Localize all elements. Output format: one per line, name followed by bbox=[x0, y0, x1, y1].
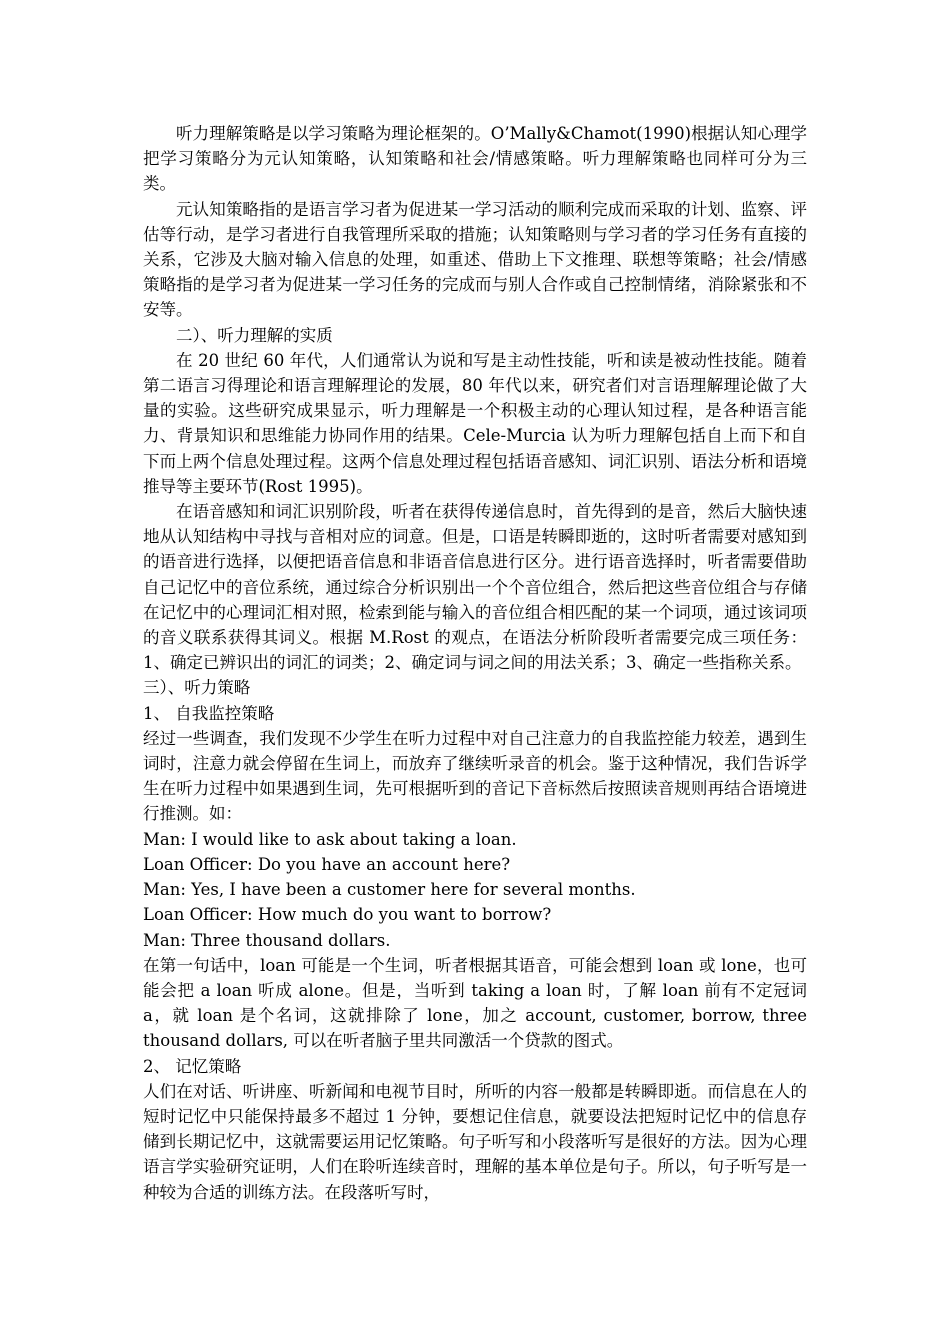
paragraph-metacognitive: 元认知策略指的是语言学习者为促进某一学习活动的顺利完成而采取的计划、监察、评估等行动，是学习者进行自我管理所采取的措施；认知策略则与学习者的学习任务有直接的关系，它涉及大脑对输入信息的处理，如重述、借助上下文推理、联想等策略；社会/情感策略指的是学习者为促进某一学习任务的完成而与别人合作或自己控制情绪，消除紧张和不安等。 bbox=[143, 199, 807, 320]
paragraph-nature: 在 20 世纪 60 年代，人们通常认为说和写是主动性技能，听和读是被动性技能。随着第二语言习得理论和语言理解理论的发展，80 年代以来，研究者们对言语理解理论做了大量的实验。这些研究成果显示，听力理解是一个积极主动的心理认知过程，是各种语言能力、背景知识和思维能力协同作用的结果。Cele-Murcia 认为听力理解包括自上而下和自下而上两个信息处理过程。这两个信息处理过程包括语音感知、词汇识别、语法分析和语境推导等主要环节(Rost 1995)。 bbox=[143, 350, 807, 496]
paragraph-phonetic: 在语音感知和词汇识别阶段，听者在获得传递信息时，首先得到的是音，然后大脑快速地从认知结构中寻找与音相对应的词意。但是，口语是转瞬即逝的，这时听者需要对感知到的语音进行选择，以便把语音信息和非语音信息进行区分。进行语音选择时，听者需要借助自己记忆中的音位系统，通过综合分析识别出一个个音位组合，然后把这些音位组合与存储在记忆中的心理词汇相对照，检索到能与输入的音位组合相匹配的某一个词项，通过该词项的音义联系获得其词义。根据 M.Rost 的观点，在语法分析阶段听者需要完成三项任务：1、确定已辨识出的词汇的词类；2、确定词与词之间的用法关系；3、确定一些指称关系。 bbox=[143, 502, 807, 673]
dialogue-block bbox=[143, 827, 807, 953]
dialogue-line: Man: Three thousand dollars. bbox=[143, 930, 391, 950]
paragraph-loan-analysis: 在第一句话中，loan 可能是一个生词，听者根据其语音，可能会想到 loan 或 lone，也可能会把 a loan 听成 alone。但是，当听到 taking a loan 时，了解 loan 前有不定冠词 a，就 loan 是个名词，这就排除了 lone，加之 account, customer, borrow, three thousand dollars, 可以在听者脑子里共同激活一个贷款的图式。 bbox=[143, 955, 807, 1051]
subsection-heading-1: 1、 自我监控策略 bbox=[143, 703, 275, 723]
dialogue-line: Loan Officer: How much do you want to borrow? bbox=[143, 905, 552, 925]
section-heading-3: 三）、听力策略 bbox=[143, 678, 251, 698]
document-page bbox=[143, 121, 807, 1205]
paragraph-intro: 听力理解策略是以学习策略为理论框架的。O’Mally&Chamot(1990)根据认知心理学把学习策略分为元认知策略，认知策略和社会/情感策略。听力理解策略也同样可分为三类。 bbox=[143, 124, 807, 194]
section-heading-2: 二）、听力理解的实质 bbox=[176, 325, 333, 345]
dialogue-line: Man: I would like to ask about taking a loan. bbox=[143, 829, 517, 849]
paragraph-memory: 人们在对话、听讲座、听新闻和电视节目时，所听的内容一般都是转瞬即逝。而信息在人的短时记忆中只能保持最多不超过 1 分钟，要想记住信息，就要设法把短时记忆中的信息存储到长期记忆中，这就需要运用记忆策略。句子听写和小段落听写是很好的方法。因为心理语言学实验研究证明，人们在聆听连续音时，理解的基本单位是句子。所以，句子听写是一种较为合适的训练方法。在段落听写时， bbox=[143, 1081, 807, 1202]
subsection-heading-2: 2、 记忆策略 bbox=[143, 1056, 242, 1076]
dialogue-line: Loan Officer: Do you have an account here? bbox=[143, 854, 511, 874]
dialogue-line: Man: Yes, I have been a customer here for several months. bbox=[143, 880, 636, 900]
paragraph-self-monitor: 经过一些调查，我们发现不少学生在听力过程中对自己注意力的自我监控能力较差，遇到生词时，注意力就会停留在生词上，而放弃了继续听录音的机会。鉴于这种情况，我们告诉学生在听力过程中如果遇到生词，先可根据听到的音记下音标然后按照读音规则再结合语境进行推测。如： bbox=[143, 728, 807, 824]
